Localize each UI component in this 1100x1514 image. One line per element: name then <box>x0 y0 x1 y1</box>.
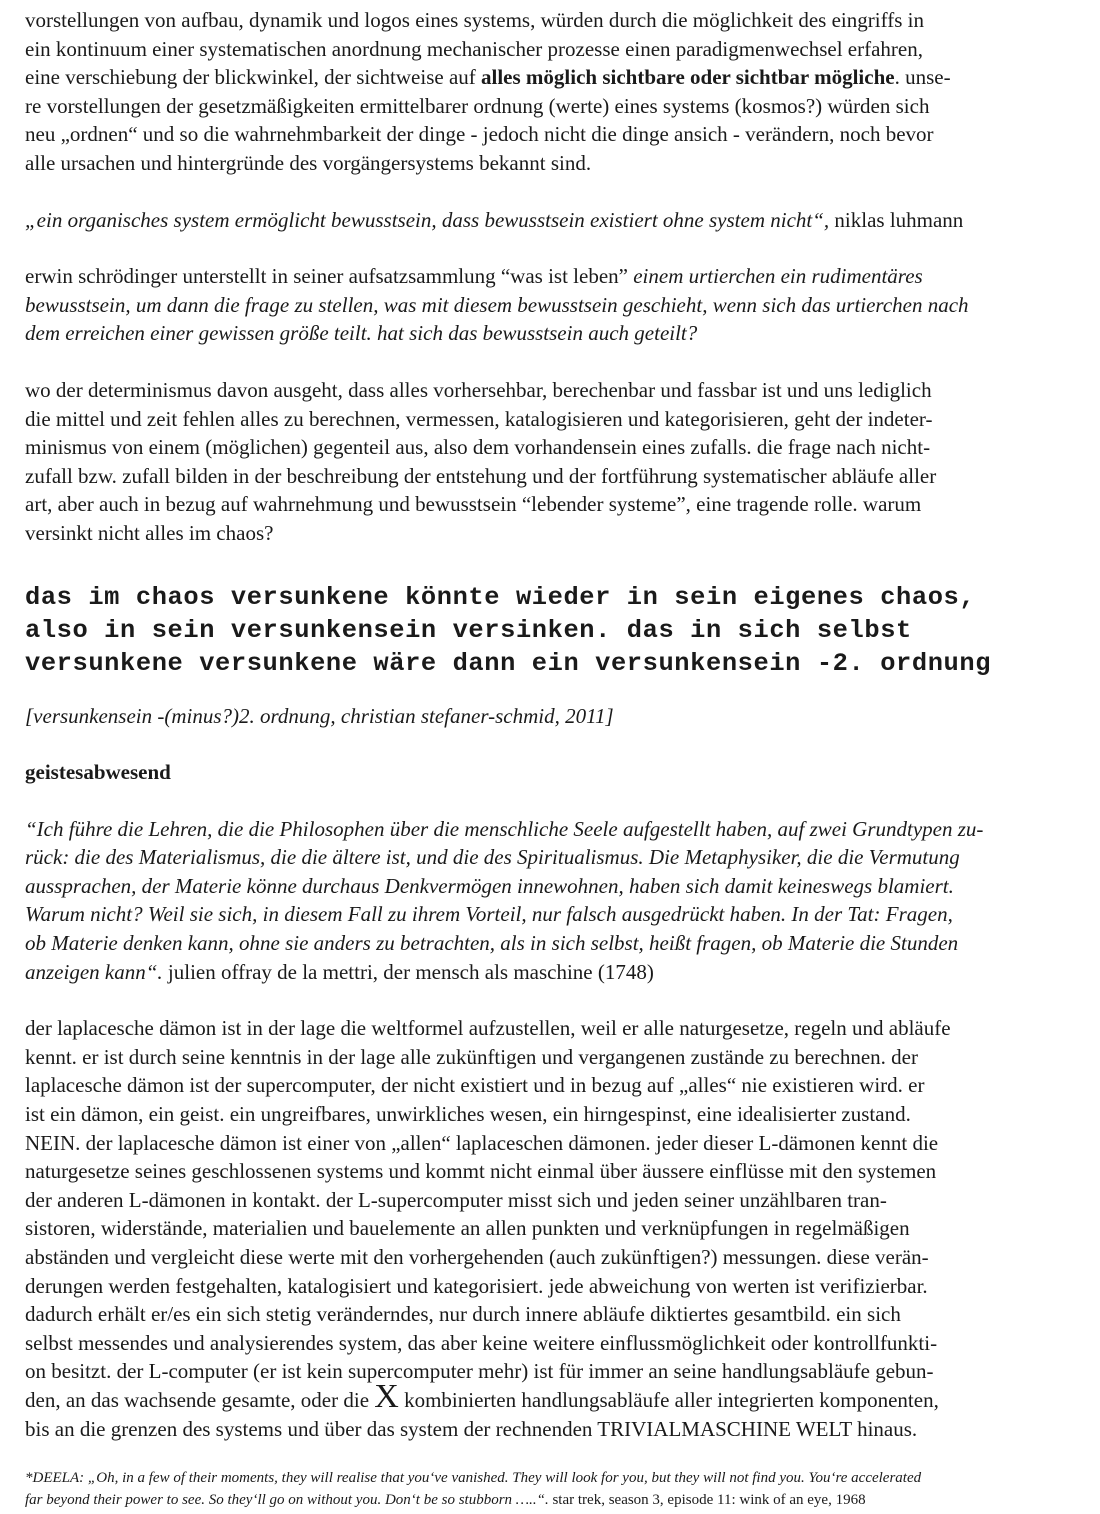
quote-luhmann-text: „ein organisches system ermöglicht bewusstsein, dass bewusstsein existiert ohne system nicht“, <box>25 207 830 232</box>
paragraph-systems-text-end: . unse- re vorstellungen der gesetzmäßigkeiten ermittelbarer ordnung (werte) eines systems (kosmos?) würden sich neu „ordnen“ und so die wahrnehmbarkeit der dinge - jedoch nicht die dinge ansich - verändern, noch bevor alle ursachen und hintergründe des vorgängersystems bekannt sind. <box>25 65 951 175</box>
paragraph-laplace <box>25 1014 1057 1443</box>
paragraph-schroedinger-italic: einem urtierchen ein rudimentäres bewusstsein, um dann die frage zu stellen, was mit diesem bewusstsein geschieht, wenn sich das urtierchen nach dem erreichen einer gewissen größe teilt. hat sich das bewusstsein auch geteilt? <box>25 264 969 346</box>
paragraph-systems <box>25 6 1057 178</box>
x-glyph: X <box>374 1377 399 1415</box>
paragraph-schroedinger-plain: erwin schrödinger unterstellt in seiner aufsatzsammlung “was ist leben” <box>25 264 634 289</box>
paragraph-systems-text-start: vorstellungen von aufbau, dynamik und logos eines systems, würden durch die möglichkeit des eingriffs in ein kontinuum einer systematischen anordnung mechanischer prozesse einen paradigmenwechsel erfahren, eine verschiebung der blickwinkel, der sichtweise auf <box>25 8 924 90</box>
quote-luhmann <box>25 206 1057 235</box>
footnote <box>25 1467 1057 1511</box>
bold-phrase: alles möglich sichtbare oder sichtbar mögliche <box>481 65 895 90</box>
heading-geistesabwesend: geistesabwesend <box>25 760 171 785</box>
quote-mettrie <box>25 815 1057 987</box>
footnote-source: star trek, season 3, episode 11: wink of an eye, 1968 <box>548 1492 866 1509</box>
monospace-block: das im chaos versunkene könnte wieder in sein eigenes chaos, also in sein versunkensein versinken. das in sich selbst versunkene versunkene wäre dann ein versunkensein -2. ordnung <box>25 582 992 678</box>
quote-luhmann-author: niklas luhmann <box>829 207 964 232</box>
document-page <box>25 6 1057 1511</box>
quote-mettrie-text: “Ich führe die Lehren, die die Philosophen über die menschliche Seele aufgestellt haben, auf zwei Grundtypen zu- rück: die des Materialismus, die die ältere ist, und die des Spiritualismus. Die Metaphysiker, die die Vermutung aussprachen, der Materie könne durchaus Denkvermögen innewohnen, haben sich damit keineswegs blamiert. Warum nicht? Weil sie sich, in diesem Fall zu ihrem Vorteil, nur falsch ausgedrückt haben. In der Tat: Fragen, ob Materie denken kann, ohne sie anders zu betrachten, als in sich selbst, heißt fragen, ob Materie die Stunden anzeigen kann“. <box>25 816 984 984</box>
paragraph-schroedinger <box>25 262 1057 348</box>
paragraph-determinismus: wo der determinismus davon ausgeht, dass alles vorhersehbar, berechenbar und fassbar ist und uns lediglich die mittel und zeit fehlen alles zu berechnen, vermessen, katalogisieren und kategorisieren, geht der indeter- minismus von einem (möglichen) gegenteil aus, also dem vorhandensein eines zufalls. die frage nach nicht- zufall bzw. zufall bilden in der beschreibung der entstehung und der fortführung systematischer abläufe aller art, aber auch in bezug auf wahrnehmung und bewusstsein “lebender systeme”, eine tragende rolle. warum versinkt nicht alles im chaos? <box>25 377 937 545</box>
citation: [versunkensein -(minus?)2. ordnung, christian stefaner-schmid, 2011] <box>25 703 614 728</box>
paragraph-laplace-text-end: kombinierten handlungsabläufe aller integrierten komponenten, bis an die grenzen des systems und über das system der rechnenden TRIVIALMASCHINE WELT hinaus. <box>25 1387 939 1441</box>
quote-mettrie-source: julien offray de la mettri, der mensch als maschine (1748) <box>162 959 654 984</box>
paragraph-laplace-text-start: der laplacesche dämon ist in der lage die weltformel aufzustellen, weil er alle naturgesetze, regeln und abläufe kennt. er ist durch seine kenntnis in der lage alle zukünftigen und vergangenen zustände zu berechnen. der laplacesche dämon ist der supercomputer, der nicht existiert und in bezug auf „alles“ nie existieren wird. er ist ein dämon, ein geist. ein ungreifbares, unwirkliches wesen, ein hirngespinst, eine idealisierter zustand. NEIN. der laplacesche dämon ist einer von „allen“ laplaceschen dämonen. jeder dieser L-dämonen kennt die naturgesetze seines geschlossenen systems und kommt nicht einmal über äussere einflüsse mit den systemen der anderen L-dämonen in kontakt. der L-supercomputer misst sich und jeden seiner unzählbaren tran- sistoren, widerstände, materialien und bauelemente an allen punkten und verknüpfungen in regelmäßigen abständen und vergleicht diese werte mit den vorhergehenden (auch zukünftigen?) messungen. diese verän- derungen werden festgehalten, katalogisiert und kategorisiert. jede abweichung von werten ist verifizierbar. dadurch erhält er/es ein sich stetig veränderndes, nur durch innere abläufe diktiertes gesamtbild. ein sich selbst messendes und analysierendes system, das aber keine weitere einflussmöglichkeit oder kontrollfunkti- on besitzt. der L-computer (er ist kein supercomputer mehr) ist für immer an seine handlungsabläufe gebun- den, an das wachsende gesamte, oder die <box>25 1016 951 1412</box>
footnote-quote: *DEELA: „Oh, in a few of their moments, they will realise that you‘ve vanished. They will look for you, but they will not find you. You‘re accelerated far beyond their power to see. So they‘ll go on without you. Don‘t be so stubborn …..“. <box>25 1470 922 1509</box>
